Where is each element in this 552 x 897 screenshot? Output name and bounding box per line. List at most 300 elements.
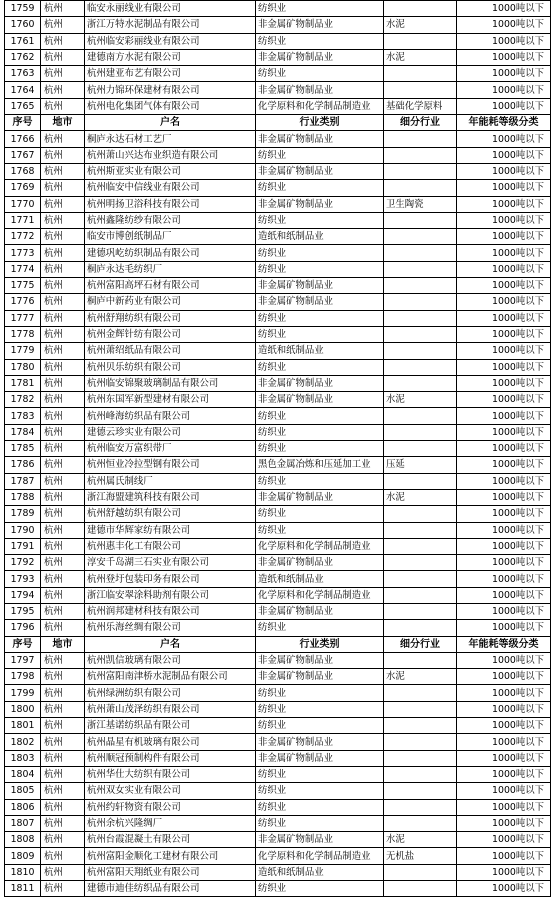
row-company-name: 杭州金辉针纺有限公司 (85, 326, 256, 342)
row-company-name: 杭州峰海纺织品有限公司 (85, 408, 256, 424)
row-city: 杭州 (41, 98, 85, 114)
row-energy-level: 1000吨以下 (457, 832, 551, 848)
row-industry-category: 非金属矿物制品业 (256, 196, 384, 212)
row-city: 杭州 (41, 701, 85, 717)
row-company-name: 杭州东国军新型建材有限公司 (85, 392, 256, 408)
row-number: 1766 (5, 131, 41, 147)
row-sub-industry (384, 652, 457, 668)
row-company-name: 建德巩屹纺织制品有限公司 (85, 245, 256, 261)
row-energy-level: 1000吨以下 (457, 848, 551, 864)
row-energy-level: 1000吨以下 (457, 555, 551, 571)
row-company-name: 桐庐中新药业有限公司 (85, 294, 256, 310)
row-company-name: 杭州临安锦聚玻璃制品有限公司 (85, 375, 256, 391)
header-level: 年能耗等级分类 (457, 636, 551, 652)
row-sub-industry (384, 620, 457, 636)
table-header-row (5, 115, 551, 131)
row-company-name: 建德南方水泥有限公司 (85, 49, 256, 65)
row-number: 1779 (5, 343, 41, 359)
row-sub-industry (384, 294, 457, 310)
row-industry-category: 非金属矿物制品业 (256, 832, 384, 848)
row-number: 1772 (5, 229, 41, 245)
row-energy-level: 1000吨以下 (457, 587, 551, 603)
row-sub-industry (384, 685, 457, 701)
row-number: 1789 (5, 506, 41, 522)
row-energy-level: 1000吨以下 (457, 343, 551, 359)
row-energy-level: 1000吨以下 (457, 473, 551, 489)
row-industry-category: 化学原料和化学制品制造业 (256, 848, 384, 864)
row-industry-category: 纺织业 (256, 261, 384, 277)
row-industry-category: 纺织业 (256, 522, 384, 538)
row-city: 杭州 (41, 571, 85, 587)
row-sub-industry (384, 441, 457, 457)
row-industry-category: 非金属矿物制品业 (256, 17, 384, 33)
row-city: 杭州 (41, 799, 85, 815)
row-number: 1792 (5, 555, 41, 571)
row-city: 杭州 (41, 848, 85, 864)
row-company-name: 杭州富阳南津桥水泥制品有限公司 (85, 669, 256, 685)
data-table (4, 0, 551, 897)
row-industry-category: 纺织业 (256, 783, 384, 799)
row-energy-level: 1000吨以下 (457, 212, 551, 228)
row-industry-category: 造纸和纸制品业 (256, 343, 384, 359)
table-row (5, 489, 551, 505)
row-industry-category: 非金属矿物制品业 (256, 489, 384, 505)
table-row (5, 457, 551, 473)
row-company-name: 杭州富阳金顺化工建材有限公司 (85, 848, 256, 864)
table-row (5, 473, 551, 489)
table-row (5, 163, 551, 179)
row-sub-industry (384, 66, 457, 82)
row-industry-category: 非金属矿物制品业 (256, 278, 384, 294)
row-industry-category: 纺织业 (256, 685, 384, 701)
row-sub-industry (384, 212, 457, 228)
row-industry-category: 化学原料和化学制品制造业 (256, 587, 384, 603)
header-city: 地市 (41, 115, 85, 131)
row-number: 1774 (5, 261, 41, 277)
row-industry-category: 非金属矿物制品业 (256, 392, 384, 408)
row-city: 杭州 (41, 864, 85, 880)
row-energy-level: 1000吨以下 (457, 17, 551, 33)
header-no: 序号 (5, 636, 41, 652)
row-company-name: 建德市迪佳纺织品有限公司 (85, 881, 256, 897)
row-industry-category: 非金属矿物制品业 (256, 131, 384, 147)
row-industry-category: 纺织业 (256, 180, 384, 196)
row-sub-industry (384, 522, 457, 538)
row-company-name: 杭州力锦环保建材有限公司 (85, 82, 256, 98)
table-row (5, 82, 551, 98)
table-row (5, 212, 551, 228)
row-company-name: 杭州晶星有机玻璃有限公司 (85, 734, 256, 750)
row-energy-level: 1000吨以下 (457, 375, 551, 391)
row-sub-industry (384, 603, 457, 619)
row-city: 杭州 (41, 212, 85, 228)
table-row (5, 326, 551, 342)
row-industry-category: 非金属矿物制品业 (256, 49, 384, 65)
row-city: 杭州 (41, 1, 85, 17)
row-company-name: 杭州明扬卫浴科技有限公司 (85, 196, 256, 212)
row-number: 1786 (5, 457, 41, 473)
row-sub-industry (384, 343, 457, 359)
row-company-name: 杭州萧山兴达布业织造有限公司 (85, 147, 256, 163)
row-energy-level: 1000吨以下 (457, 750, 551, 766)
row-sub-industry (384, 408, 457, 424)
table-row (5, 685, 551, 701)
row-energy-level: 1000吨以下 (457, 278, 551, 294)
row-sub-industry (384, 815, 457, 831)
row-company-name: 杭州双女实业有限公司 (85, 783, 256, 799)
row-city: 杭州 (41, 783, 85, 799)
row-number: 1804 (5, 766, 41, 782)
row-number: 1780 (5, 359, 41, 375)
row-city: 杭州 (41, 603, 85, 619)
energy-level-table (4, 0, 550, 897)
row-industry-category: 纺织业 (256, 147, 384, 163)
row-industry-category: 化学原料和化学制品制造业 (256, 538, 384, 554)
row-number: 1765 (5, 98, 41, 114)
row-city: 杭州 (41, 359, 85, 375)
row-sub-industry (384, 571, 457, 587)
row-city: 杭州 (41, 506, 85, 522)
table-row (5, 229, 551, 245)
row-energy-level: 1000吨以下 (457, 49, 551, 65)
row-number: 1782 (5, 392, 41, 408)
row-industry-category: 纺织业 (256, 359, 384, 375)
table-row (5, 815, 551, 831)
row-number: 1806 (5, 799, 41, 815)
table-row (5, 652, 551, 668)
row-sub-industry (384, 310, 457, 326)
row-number: 1770 (5, 196, 41, 212)
row-energy-level: 1000吨以下 (457, 163, 551, 179)
table-row (5, 701, 551, 717)
table-row (5, 506, 551, 522)
row-number: 1795 (5, 603, 41, 619)
row-sub-industry (384, 326, 457, 342)
table-row (5, 750, 551, 766)
row-sub-industry (384, 163, 457, 179)
row-city: 杭州 (41, 163, 85, 179)
row-number: 1776 (5, 294, 41, 310)
table-row (5, 799, 551, 815)
table-row (5, 278, 551, 294)
row-industry-category: 造纸和纸制品业 (256, 864, 384, 880)
row-industry-category: 纺织业 (256, 424, 384, 440)
row-sub-industry (384, 180, 457, 196)
table-row (5, 294, 551, 310)
row-city: 杭州 (41, 718, 85, 734)
row-city: 杭州 (41, 881, 85, 897)
table-row (5, 734, 551, 750)
table-row (5, 424, 551, 440)
row-sub-industry (384, 229, 457, 245)
row-sub-industry (384, 375, 457, 391)
table-row (5, 669, 551, 685)
row-city: 杭州 (41, 82, 85, 98)
row-energy-level: 1000吨以下 (457, 652, 551, 668)
row-company-name: 桐庐永达毛纺织厂 (85, 261, 256, 277)
header-city: 地市 (41, 636, 85, 652)
row-number: 1787 (5, 473, 41, 489)
row-number: 1807 (5, 815, 41, 831)
row-company-name: 杭州余杭兴隆绸厂 (85, 815, 256, 831)
row-energy-level: 1000吨以下 (457, 571, 551, 587)
row-sub-industry (384, 359, 457, 375)
row-energy-level: 1000吨以下 (457, 457, 551, 473)
row-company-name: 杭州舒翔纺织有限公司 (85, 310, 256, 326)
table-row (5, 17, 551, 33)
row-industry-category: 非金属矿物制品业 (256, 555, 384, 571)
row-energy-level: 1000吨以下 (457, 734, 551, 750)
row-industry-category: 纺织业 (256, 799, 384, 815)
row-city: 杭州 (41, 489, 85, 505)
row-city: 杭州 (41, 66, 85, 82)
table-row (5, 343, 551, 359)
row-city: 杭州 (41, 17, 85, 33)
row-number: 1800 (5, 701, 41, 717)
row-number: 1794 (5, 587, 41, 603)
row-company-name: 杭州凯信玻璃有限公司 (85, 652, 256, 668)
row-city: 杭州 (41, 33, 85, 49)
row-industry-category: 非金属矿物制品业 (256, 603, 384, 619)
row-company-name: 杭州临安彩丽线业有限公司 (85, 33, 256, 49)
row-energy-level: 1000吨以下 (457, 783, 551, 799)
row-energy-level: 1000吨以下 (457, 229, 551, 245)
row-city: 杭州 (41, 278, 85, 294)
row-number: 1762 (5, 49, 41, 65)
row-sub-industry (384, 131, 457, 147)
table-row (5, 131, 551, 147)
header-name: 户名 (85, 636, 256, 652)
row-sub-industry (384, 473, 457, 489)
row-energy-level: 1000吨以下 (457, 326, 551, 342)
table-row (5, 441, 551, 457)
row-number: 1810 (5, 864, 41, 880)
row-number: 1799 (5, 685, 41, 701)
table-header-row (5, 636, 551, 652)
row-number: 1784 (5, 424, 41, 440)
row-sub-industry: 基础化学原料 (384, 98, 457, 114)
row-company-name: 杭州属氏制线厂 (85, 473, 256, 489)
row-sub-industry (384, 424, 457, 440)
header-sub: 细分行业 (384, 636, 457, 652)
row-city: 杭州 (41, 294, 85, 310)
row-energy-level: 1000吨以下 (457, 701, 551, 717)
row-city: 杭州 (41, 408, 85, 424)
row-number: 1771 (5, 212, 41, 228)
table-row (5, 66, 551, 82)
row-energy-level: 1000吨以下 (457, 180, 551, 196)
row-energy-level: 1000吨以下 (457, 620, 551, 636)
row-company-name: 杭州润邦建材科技有限公司 (85, 603, 256, 619)
row-company-name: 浙江临安翠涂料助剂有限公司 (85, 587, 256, 603)
row-sub-industry: 水泥 (384, 392, 457, 408)
table-row (5, 359, 551, 375)
row-city: 杭州 (41, 147, 85, 163)
row-number: 1763 (5, 66, 41, 82)
row-industry-category: 非金属矿物制品业 (256, 734, 384, 750)
header-category: 行业类别 (256, 636, 384, 652)
row-company-name: 杭州鑫隆纺纱有限公司 (85, 212, 256, 228)
row-number: 1778 (5, 326, 41, 342)
row-company-name: 浙江万特水泥制品有限公司 (85, 17, 256, 33)
row-company-name: 杭州贝乐纺织有限公司 (85, 359, 256, 375)
table-row (5, 620, 551, 636)
row-energy-level: 1000吨以下 (457, 33, 551, 49)
row-sub-industry: 水泥 (384, 17, 457, 33)
row-number: 1775 (5, 278, 41, 294)
row-sub-industry: 卫生陶瓷 (384, 196, 457, 212)
row-city: 杭州 (41, 620, 85, 636)
row-company-name: 杭州台霞混凝土有限公司 (85, 832, 256, 848)
row-company-name: 杭州舒越纺织有限公司 (85, 506, 256, 522)
row-energy-level: 1000吨以下 (457, 538, 551, 554)
table-row (5, 245, 551, 261)
row-company-name: 杭州临安中信线业有限公司 (85, 180, 256, 196)
row-sub-industry: 水泥 (384, 489, 457, 505)
row-sub-industry: 水泥 (384, 669, 457, 685)
row-number: 1798 (5, 669, 41, 685)
row-energy-level: 1000吨以下 (457, 294, 551, 310)
row-number: 1761 (5, 33, 41, 49)
row-number: 1797 (5, 652, 41, 668)
table-body (5, 1, 551, 897)
row-industry-category: 非金属矿物制品业 (256, 163, 384, 179)
row-energy-level: 1000吨以下 (457, 147, 551, 163)
row-industry-category: 造纸和纸制品业 (256, 571, 384, 587)
row-city: 杭州 (41, 766, 85, 782)
header-level: 年能耗等级分类 (457, 115, 551, 131)
table-row (5, 603, 551, 619)
row-sub-industry (384, 245, 457, 261)
table-row (5, 261, 551, 277)
row-industry-category: 非金属矿物制品业 (256, 82, 384, 98)
row-city: 杭州 (41, 392, 85, 408)
row-energy-level: 1000吨以下 (457, 799, 551, 815)
row-number: 1783 (5, 408, 41, 424)
table-row (5, 848, 551, 864)
row-energy-level: 1000吨以下 (457, 685, 551, 701)
row-industry-category: 非金属矿物制品业 (256, 669, 384, 685)
row-city: 杭州 (41, 375, 85, 391)
row-number: 1803 (5, 750, 41, 766)
row-city: 杭州 (41, 538, 85, 554)
row-sub-industry (384, 278, 457, 294)
header-sub: 细分行业 (384, 115, 457, 131)
row-company-name: 杭州登圩包装印务有限公司 (85, 571, 256, 587)
row-sub-industry (384, 587, 457, 603)
row-number: 1808 (5, 832, 41, 848)
row-energy-level: 1000吨以下 (457, 881, 551, 897)
row-company-name: 建德市华辉家纺有限公司 (85, 522, 256, 538)
row-industry-category: 纺织业 (256, 881, 384, 897)
row-energy-level: 1000吨以下 (457, 131, 551, 147)
row-company-name: 浙江海盟建筑科技有限公司 (85, 489, 256, 505)
row-sub-industry (384, 734, 457, 750)
row-industry-category: 造纸和纸制品业 (256, 229, 384, 245)
row-industry-category: 纺织业 (256, 212, 384, 228)
table-row (5, 522, 551, 538)
row-city: 杭州 (41, 49, 85, 65)
row-number: 1793 (5, 571, 41, 587)
row-industry-category: 纺织业 (256, 441, 384, 457)
row-energy-level: 1000吨以下 (457, 196, 551, 212)
row-city: 杭州 (41, 261, 85, 277)
row-sub-industry (384, 555, 457, 571)
row-sub-industry (384, 783, 457, 799)
table-row (5, 555, 551, 571)
row-number: 1781 (5, 375, 41, 391)
row-industry-category: 非金属矿物制品业 (256, 652, 384, 668)
row-number: 1777 (5, 310, 41, 326)
row-sub-industry (384, 766, 457, 782)
row-energy-level: 1000吨以下 (457, 392, 551, 408)
row-company-name: 杭州富阳高坪石材有限公司 (85, 278, 256, 294)
row-city: 杭州 (41, 555, 85, 571)
row-sub-industry (384, 864, 457, 880)
row-energy-level: 1000吨以下 (457, 815, 551, 831)
row-sub-industry (384, 881, 457, 897)
row-number: 1796 (5, 620, 41, 636)
row-sub-industry (384, 261, 457, 277)
row-city: 杭州 (41, 473, 85, 489)
row-company-name: 建德云珍实业有限公司 (85, 424, 256, 440)
row-energy-level: 1000吨以下 (457, 506, 551, 522)
row-energy-level: 1000吨以下 (457, 82, 551, 98)
row-industry-category: 纺织业 (256, 506, 384, 522)
table-row (5, 375, 551, 391)
row-number: 1759 (5, 1, 41, 17)
table-row (5, 49, 551, 65)
row-number: 1801 (5, 718, 41, 734)
row-industry-category: 纺织业 (256, 310, 384, 326)
row-company-name: 杭州绿洲纺织有限公司 (85, 685, 256, 701)
row-energy-level: 1000吨以下 (457, 766, 551, 782)
row-company-name: 杭州乐海丝绸有限公司 (85, 620, 256, 636)
row-company-name: 杭州临安万富织带厂 (85, 441, 256, 457)
row-company-name: 临安永丽线业有限公司 (85, 1, 256, 17)
row-sub-industry (384, 82, 457, 98)
row-number: 1764 (5, 82, 41, 98)
row-city: 杭州 (41, 131, 85, 147)
row-company-name: 杭州惠丰化工有限公司 (85, 538, 256, 554)
row-energy-level: 1000吨以下 (457, 603, 551, 619)
row-company-name: 杭州顺冠预制构件有限公司 (85, 750, 256, 766)
table-row (5, 1, 551, 17)
row-city: 杭州 (41, 522, 85, 538)
row-city: 杭州 (41, 424, 85, 440)
row-number: 1809 (5, 848, 41, 864)
row-number: 1802 (5, 734, 41, 750)
row-company-name: 杭州约轩物资有限公司 (85, 799, 256, 815)
row-energy-level: 1000吨以下 (457, 669, 551, 685)
row-number: 1788 (5, 489, 41, 505)
row-number: 1767 (5, 147, 41, 163)
row-energy-level: 1000吨以下 (457, 66, 551, 82)
row-number: 1791 (5, 538, 41, 554)
row-energy-level: 1000吨以下 (457, 864, 551, 880)
table-row (5, 538, 551, 554)
row-city: 杭州 (41, 734, 85, 750)
row-industry-category: 非金属矿物制品业 (256, 375, 384, 391)
row-sub-industry: 水泥 (384, 832, 457, 848)
table-row (5, 408, 551, 424)
row-city: 杭州 (41, 310, 85, 326)
table-row (5, 392, 551, 408)
row-city: 杭州 (41, 326, 85, 342)
row-number: 1769 (5, 180, 41, 196)
row-city: 杭州 (41, 669, 85, 685)
row-industry-category: 纺织业 (256, 620, 384, 636)
